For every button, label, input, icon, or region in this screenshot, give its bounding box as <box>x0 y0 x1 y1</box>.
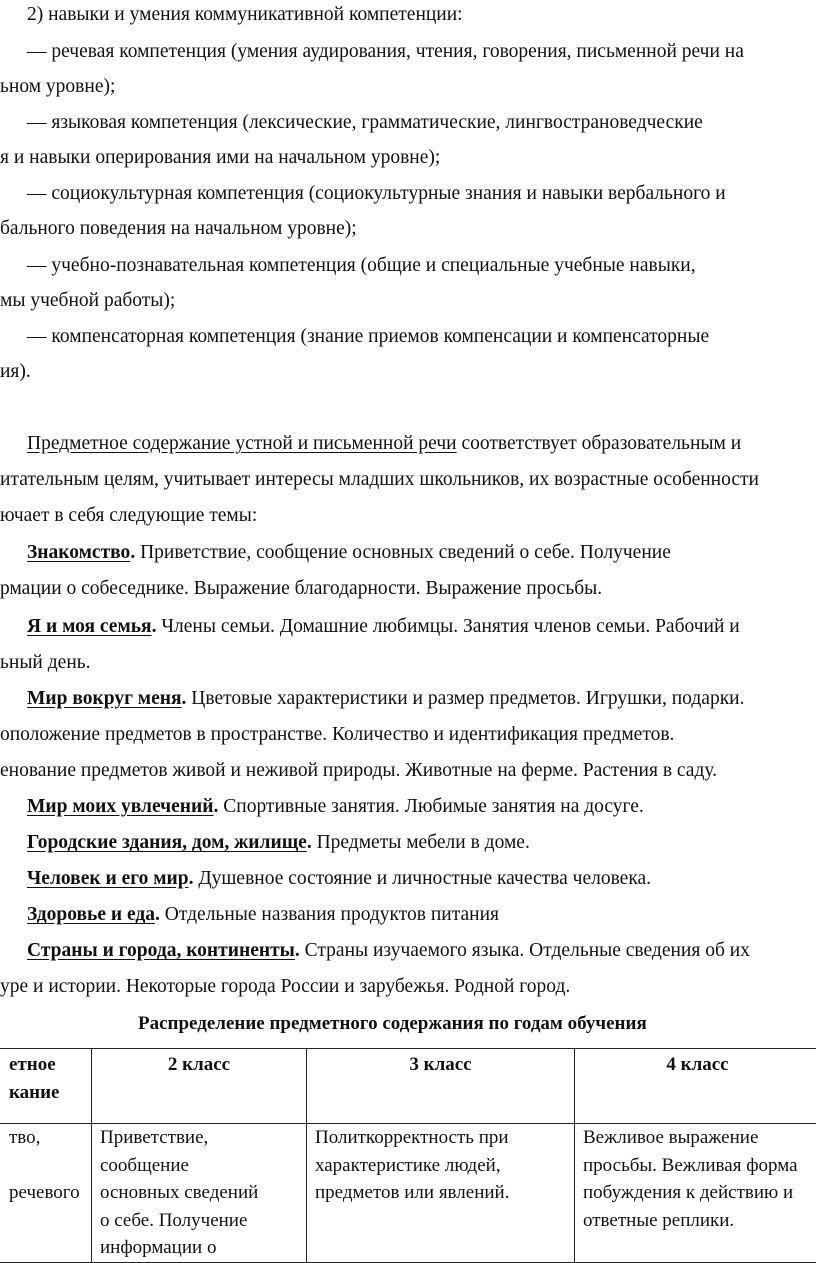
topic-person: Человек и его мир. Душевное состояние и личностные качества человека. <box>27 868 652 889</box>
topic-acquaintance-line2: рмации о собеседнике. Выражение благодарности. Выражение просьбы. <box>0 578 603 599</box>
header-subject-content: етное кание <box>0 1049 92 1124</box>
topic-world-around-line3: енование предметов живой и неживой природы. Животные на ферме. Растения в саду. <box>0 760 718 781</box>
educational-competence-line1: — учебно-познавательная компетенция (общие и специальные учебные навыки, <box>27 255 696 276</box>
topic-family-line2: ьный день. <box>0 652 91 673</box>
intro-line3: ючает в себя следующие темы: <box>0 505 258 526</box>
topic-countries: Страны и города, континенты. Страны изучаемого языка. Отдельные сведения об их <box>27 940 750 961</box>
compensatory-competence-line2: ия). <box>0 361 31 382</box>
distribution-table <box>0 1048 816 1263</box>
educational-competence-line2: мы учебной работы); <box>0 290 176 311</box>
topic-buildings: Городские здания, дом, жилище. Предметы мебели в доме. <box>27 832 530 853</box>
speech-competence-line1: — речевая компетенция (умения аудирования, чтения, говорения, письменной речи на <box>27 41 744 62</box>
topic-health-food: Здоровье и еда. Отдельные названия продуктов питания <box>27 904 499 925</box>
speech-competence-line2: ьном уровне); <box>0 76 116 97</box>
topic-world-around: Мир вокруг меня. Цветовые характеристики и размер предметов. Игрушки, подарки. <box>27 688 745 709</box>
language-competence-line2: я и навыки оперирования ими на начальном уровне); <box>0 147 441 168</box>
topic-countries-line2: уре и истории. Некоторые города России и зарубежья. Родной город. <box>0 976 571 997</box>
cell-grade-2: Приветствие, сообщение основных сведений о себе. Получение информации о <box>92 1124 307 1263</box>
intro-line1: Предметное содержание устной и письменной речи соответствует образовательным и <box>27 433 742 454</box>
language-competence-line1: — языковая компетенция (лексические, грамматические, лингвострановедческие <box>27 112 703 133</box>
cell-grade-4: Вежливое выражение просьбы. Вежливая форма побуждения к действию и ответные реплики. <box>575 1124 816 1263</box>
intro-line2: итательным целям, учитывает интересы младших школьников, их возрастные особенности <box>0 469 759 490</box>
cell-grade-3: Политкорректность при характеристике людей, предметов или явлений. <box>307 1124 575 1263</box>
table-row <box>0 1124 816 1263</box>
cell-subject-content: тво, речевого <box>0 1124 92 1263</box>
compensatory-competence-line1: — компенсаторная компетенция (знание приемов компенсации и компенсаторные <box>27 326 710 347</box>
subject-content-link: Предметное содержание устной и письменной речи <box>27 433 457 454</box>
header-grade-4: 4 класс <box>575 1049 816 1124</box>
table-caption: Распределение предметного содержания по годам обучения <box>138 1013 647 1034</box>
topic-acquaintance: Знакомство. Приветствие, сообщение основных сведений о себе. Получение <box>27 542 671 563</box>
table-header-row <box>0 1049 816 1124</box>
header-grade-3: 3 класс <box>307 1049 575 1124</box>
list-heading: 2) навыки и умения коммуникативной компетенции: <box>27 4 463 25</box>
topic-world-around-line2: оположение предметов в пространстве. Количество и идентификация предметов. <box>0 724 675 745</box>
sociocultural-competence-line2: бального поведения на начальном уровне); <box>0 218 357 239</box>
sociocultural-competence-line1: — социокультурная компетенция (социокультурные знания и навыки вербального и <box>27 183 726 204</box>
topic-family: Я и моя семья. Члены семьи. Домашние любимцы. Занятия членов семьи. Рабочий и <box>27 616 740 637</box>
topic-hobbies: Мир моих увлечений. Спортивные занятия. Любимые занятия на досуге. <box>27 796 644 817</box>
header-grade-2: 2 класс <box>92 1049 307 1124</box>
